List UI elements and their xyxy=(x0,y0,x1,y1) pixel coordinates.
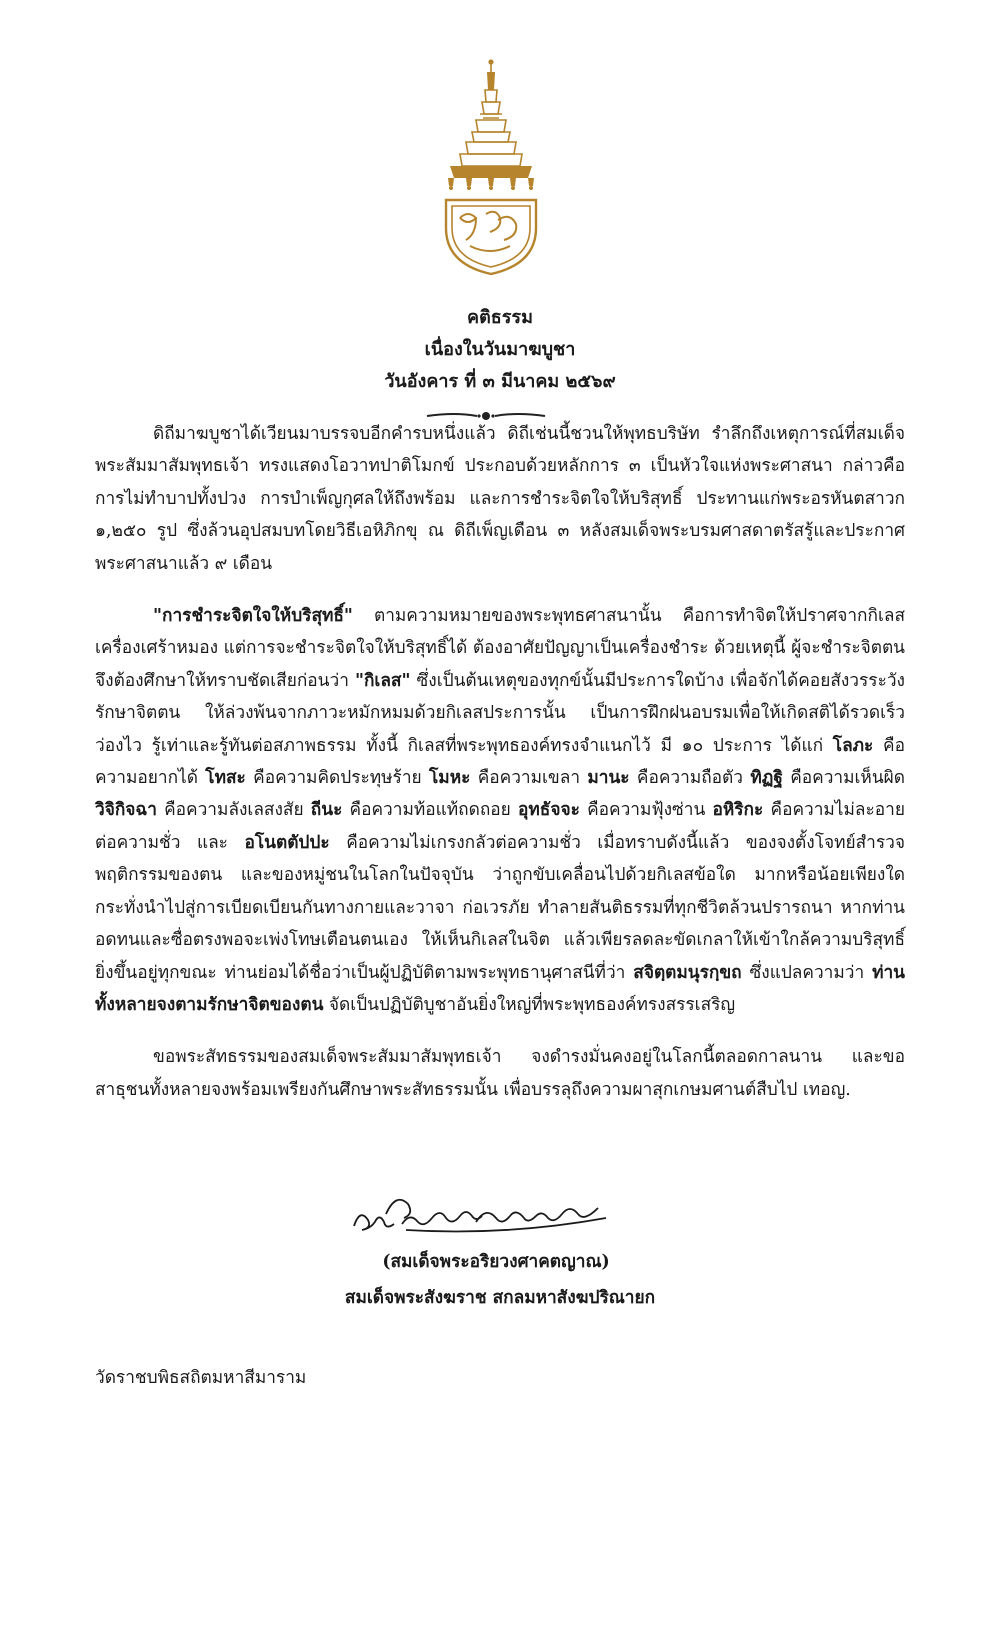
text-run: คือความเขลา xyxy=(470,768,588,789)
body-paragraph xyxy=(95,600,905,1021)
emphasized-term: "การชำระจิตใจให้บริสุทธิ์" xyxy=(153,606,353,627)
text-run: คือความอยากได้ xyxy=(95,735,905,789)
emphasized-term: วิจิกิจฉา xyxy=(95,800,157,821)
text-run: คือความถือตัว xyxy=(629,768,751,789)
emphasized-term: สจิตฺตมนุรกฺขถ xyxy=(633,962,742,983)
document-header xyxy=(0,302,1000,398)
body-text xyxy=(95,418,905,1126)
signature-block xyxy=(0,1244,1000,1316)
signatory-name: (สมเด็จพระอริยวงศาคตญาณ) xyxy=(382,1252,610,1272)
emphasized-term: อุทธัจจะ xyxy=(518,800,580,821)
issuing-place: วัดราชบพิธสถิตมหาสีมาราม xyxy=(95,1368,307,1388)
text-run: ดิถีมาฆบูชาได้เวียนมาบรรจบอีกคำรบหนึ่งแล้ว ดิถีเช่นนี้ชวนให้พุทธบริษัท รำลึกถึงเหตุการณ์ที่สมเด็จพระสัมมาสัมพุทธเจ้า ทรงแสดงโอวาทปาติโมกข์ ประกอบด้วยหลักการ ๓ เป็นหัวใจแห่งพระศาสนา กล่าวคือ การไม่ทำบาปทั้งปวง การบำเพ็ญกุศลให้ถึงพร้อม และการชำระจิตใจให้บริสุทธิ์ ประทานแก่พระอรหันตสาวก ๑,๒๕๐ รูป ซึ่งล้วนอุปสมบทโดยวิธีเอหิภิกขุ ณ ดิถีเพ็ญเดือน ๓ หลังสมเด็จพระบรมศาสดาตรัสรู้และประกาศพระศาสนาแล้ว ๙ เดือน xyxy=(95,424,905,574)
text-run: คือความท้อแท้ถดถอย xyxy=(342,800,519,821)
text-run: คือความฟุ้งซ่าน xyxy=(579,800,713,821)
emphasized-term: โทสะ xyxy=(205,768,246,789)
handwritten-signature xyxy=(346,1186,626,1242)
document-subtitle: เนื่องในวันมาฆบูชา xyxy=(424,339,576,360)
text-run: คือความคิดประทุษร้าย xyxy=(245,768,430,789)
text-run: คือความไม่ละอายต่อความชั่ว และ xyxy=(95,800,905,853)
text-run: ซึ่งแปลความว่า xyxy=(741,962,873,983)
text-run: ซึ่งเป็นต้นเหตุของทุกข์นั้นมีประการใดบ้าง เพื่อจักได้คอยสังวรระวังรักษาจิตตน ให้ล่วงพ้นจากภาวะหมักหมมด้วยกิเลสประการนั้น เป็นการฝึกฝนอบรมเพื่อให้เกิดสติได้รวดเร็วว่องไว รู้เท่าและรู้ทันต่อสภาพธรรม ทั้งนี้ กิเลสที่พระพุทธองค์ทรงจำแนกไว้ มี ๑๐ ประการ ได้แก่ xyxy=(95,670,905,756)
royal-emblem-icon xyxy=(436,58,546,276)
text-run: คือความไม่เกรงกลัวต่อความชั่ว เมื่อทราบดังนี้แล้ว ของจงตั้งโจทย์สำรวจพฤติกรรมของตน และของหมู่ชนในโลกในปัจจุบัน ว่าถูกขับเคลื่อนไปด้วยกิเลสข้อใด มากหรือน้อยเพียงใด กระทั่งนำไปสู่การเบียดเบียนกันทางกายและวาจา ก่อเวรภัย ทำลายสันติธรรมที่ทุกชีวิตล้วนปรารถนา หากท่านอดทนและซื่อตรงพอจะเพ่งโทษเตือนตนเอง ให้เห็นกิเลสในจิต แล้วเพียรลดละขัดเกลาให้เข้าใกล้ความบริสุทธิ์ยิ่งขึ้นอยู่ทุกขณะ ท่านย่อมได้ชื่อว่าเป็นผู้ปฏิบัติตามพระพุทธานุศาสนีที่ว่า xyxy=(95,832,905,983)
emphasized-term: โลภะ xyxy=(832,735,874,756)
emphasized-term: อโนตตัปปะ xyxy=(244,832,330,853)
emphasized-term: ท่านทั้งหลายจงตามรักษาจิตของตน xyxy=(95,962,905,1015)
text-run: จัดเป็นปฏิบัติบูชาอันยิ่งใหญ่ที่พระพุทธองค์ทรงสรรเสริญ xyxy=(323,994,736,1015)
text-run: ขอพระสัทธรรมของสมเด็จพระสัมมาสัมพุทธเจ้า จงดำรงมั่นคงอยู่ในโลกนี้ตลอดกาลนาน และขอสาธุชนทั้งหลายจงพร้อมเพรียงกันศึกษาพระสัทธรรมนั้น เพื่อบรรลุถึงความผาสุกเกษมศานต์สืบไป เทอญ. xyxy=(95,1047,905,1100)
text-run: คือความเห็นผิด xyxy=(782,768,905,789)
emphasized-term: มานะ xyxy=(587,768,630,789)
document-date: วันอังคาร ที่ ๓ มีนาคม ๒๕๖๙ xyxy=(384,371,616,392)
body-paragraph xyxy=(95,1041,905,1106)
emphasized-term: ถีนะ xyxy=(310,800,343,821)
emphasized-term: "กิเลส" xyxy=(354,670,411,691)
document-title: คติธรรม xyxy=(467,307,533,328)
emphasized-term: อหิริกะ xyxy=(712,800,764,821)
signatory-title: สมเด็จพระสังฆราช สกลมหาสังฆปริณายก xyxy=(344,1288,656,1308)
text-run: ตามความหมายของพระพุทธศาสนานั้น คือการทำจิตให้ปราศจากกิเลสเครื่องเศร้าหมอง แต่การจะชำระจิตใจให้บริสุทธิ์ได้ ต้องอาศัยปัญญาเป็นเครื่องชำระ ด้วยเหตุนี้ ผู้จะชำระจิตตน จึงต้องศึกษาให้ทราบชัดเสียก่อนว่า xyxy=(95,606,905,691)
emphasized-term: ทิฏฐิ xyxy=(750,768,783,789)
text-run: คือความลังเลสงสัย xyxy=(156,800,311,821)
body-paragraph xyxy=(95,418,905,580)
emphasized-term: โมหะ xyxy=(429,768,471,789)
